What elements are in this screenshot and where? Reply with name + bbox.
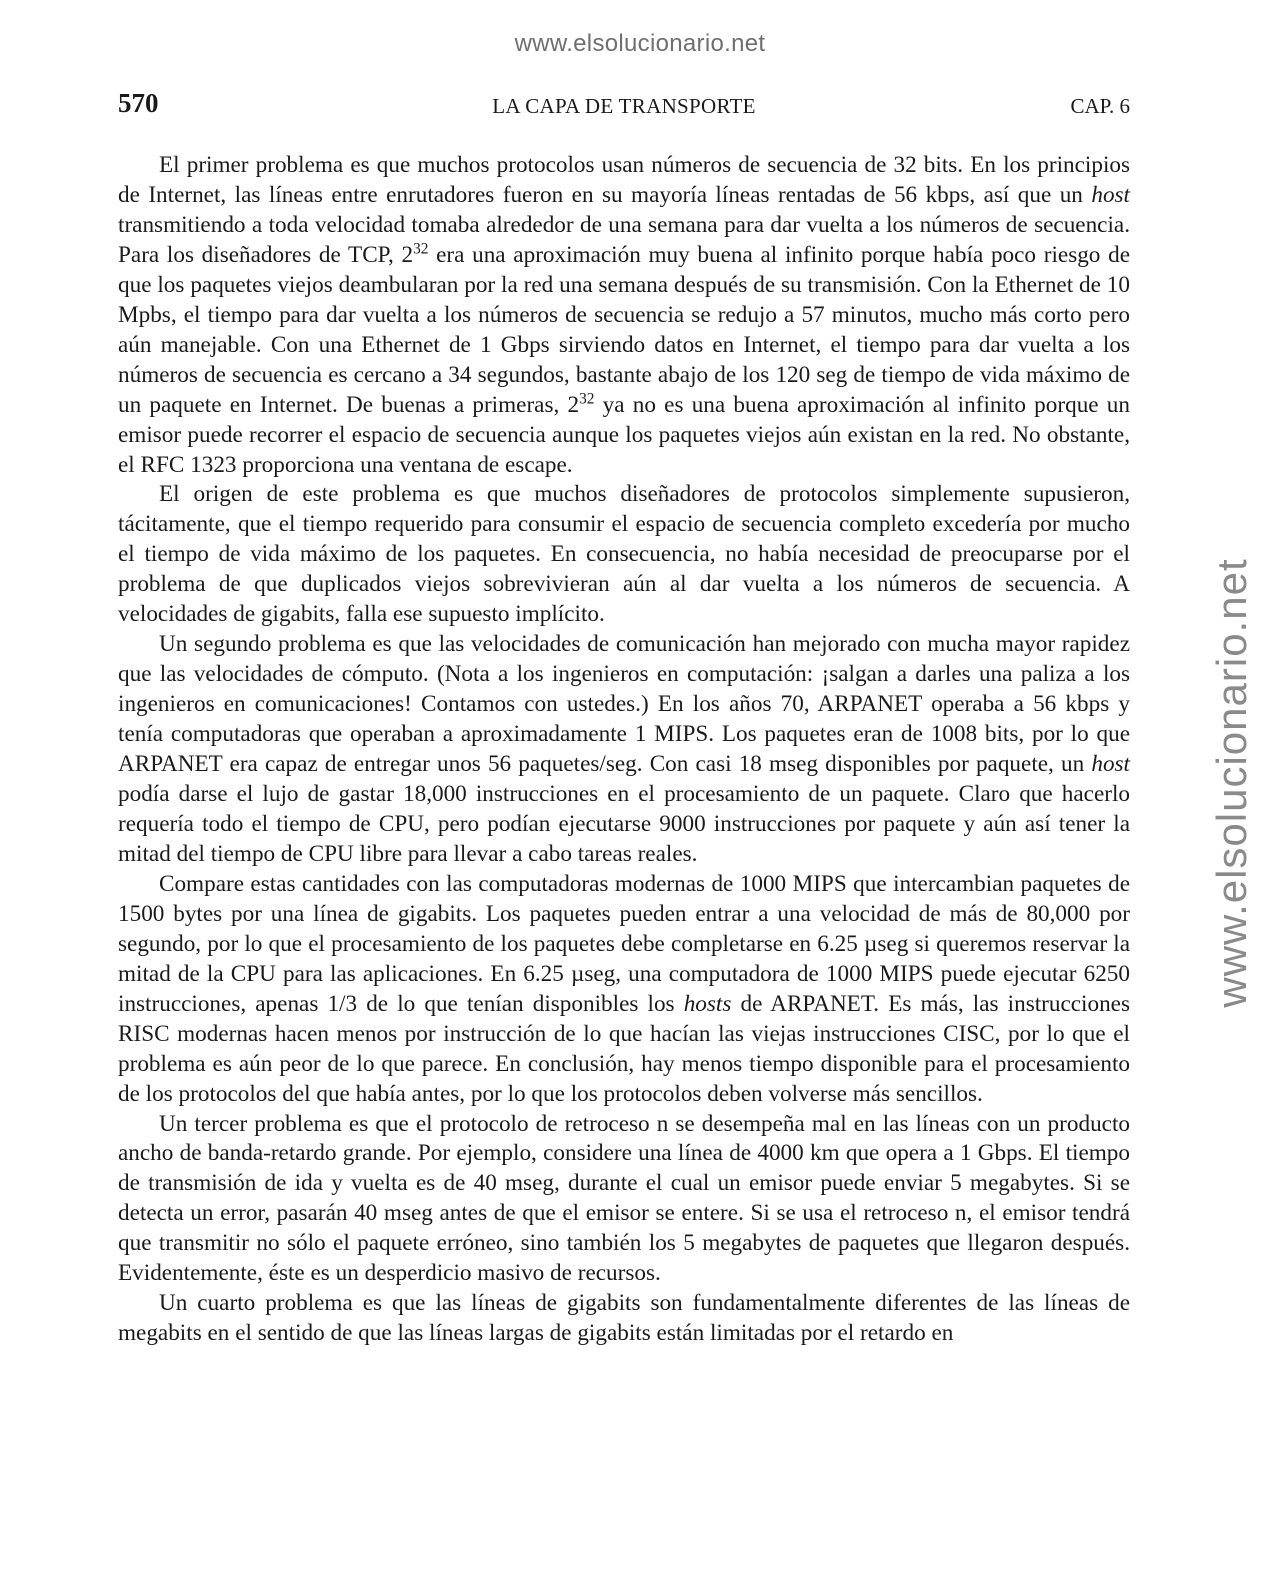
paragraph-4: Compare estas cantidades con las computadoras modernas de 1000 MIPS que intercambian paquetes de 1500 bytes por una línea de gigabits. Los paquetes pueden entrar a una velocidad de más de 80,000 por segundo, por lo que el procesamiento de los paquetes debe completarse en 6.25 µseg si queremos reservar la mitad de la CPU para las aplicaciones. En 6.25 µseg, una computadora de 1000 MIPS puede ejecutar 6250 instrucciones, apenas 1/3 de lo que tenían disponibles los hosts de ARPANET. Es más, las instrucciones RISC modernas hacen menos por instrucción de lo que hacían las viejas instrucciones CISC, por lo que el problema es aún peor de lo que parece. En conclusión, hay menos tiempo disponible para el procesamiento de los protocolos del que había antes, por lo que los protocolos deben volverse más sencillos. <box>118 870 1131 1107</box>
chapter-title: LA CAPA DE TRANSPORTE <box>492 94 756 118</box>
body-text <box>118 151 1130 1349</box>
superscript-exponent: 32 <box>413 240 429 258</box>
paragraph-2: El origen de este problema es que muchos diseñadores de protocolos simplemente supusieron, tácitamente, que el tiempo requerido para consumir el espacio de secuencia completo excedería por mucho el tiempo de vida máximo de los paquetes. En consecuencia, no había necesidad de preocuparse por el problema de que duplicados viejos sobrevivieran aún al dar vuelta a los números de secuencia. A velocidades de gigabits, falla ese supuesto implícito. <box>118 481 1130 628</box>
watermark-top: www.elsolucionario.net <box>514 30 766 57</box>
superscript-exponent: 32 <box>579 390 595 408</box>
chapter-number: CAP. 6 <box>1070 94 1130 118</box>
paragraph-3: Un segundo problema es que las velocidades de comunicación han mejorado con mucha mayor rapidez que las velocidades de cómputo. (Nota a los ingenieros en computación: ¡salgan a darles una paliza a los ingenieros en comunicaciones! Contamos con ustedes.) En los años 70, ARPANET operaba a 56 kbps y tenía computadoras que operaban a aproximadamente 1 MIPS. Los paquetes eran de 1008 bits, por lo que ARPANET era capaz de entregar unos 56 paquetes/seg. Con casi 18 mseg disponibles por paquete, un host podía darse el lujo de gastar 18,000 instrucciones en el procesamiento de un paquete. Claro que hacerlo requería todo el tiempo de CPU, pero podían ejecutarse 9000 instrucciones por paquete y aún así tener la mitad del tiempo de CPU libre para llevar a cabo tareas reales. <box>118 631 1130 867</box>
running-head <box>118 88 1130 124</box>
page-number: 570 <box>118 88 159 118</box>
paragraph-1: El primer problema es que muchos protocolos usan números de secuencia de 32 bits. En los principios de Internet, las líneas entre enrutadores fueron en su mayoría líneas rentadas de 56 kbps, así que un host transmitiendo a toda velocidad tomaba alrededor de una semana para dar vuelta a los números de secuencia. Para los diseñadores de TCP, $2^{32}$ era una aproximación muy buena al infinito porque había poco riesgo de que los paquetes viejos deambularan por la red una semana después de su transmisión. Con la Ethernet de 10 Mpbs, el tiempo para dar vuelta a los números de secuencia se redujo a 57 minutos, mucho más corto pero aún manejable. Con una Ethernet de 1 Gbps sirviendo datos en Internet, el tiempo para dar vuelta a los números de secuencia es cercano a 34 segundos, bastante abajo de los 120 seg de tiempo de vida máximo de un paquete en Internet. De buenas a primeras, $2^{32}$ ya no es una buena aproximación al infinito porque un emisor puede recorrer el espacio de secuencia aunque los paquetes viejos aún existan en la red. No obstante, el RFC 1323 proporciona una ventana de escape. <box>118 152 1130 478</box>
paragraph-6: Un cuarto problema es que las líneas de gigabits son fundamentalmente diferentes de las líneas de megabits en el sentido de que las líneas largas de gigabits están limitadas por el retardo en <box>118 1290 1130 1347</box>
paragraph-5: Un tercer problema es que el protocolo de retroceso n se desempeña mal en las líneas con un producto ancho de banda-retardo grande. Por ejemplo, considere una línea de 4000 km que opera a 1 Gbps. El tiempo de transmisión de ida y vuelta es de 40 mseg, durante el cual un emisor puede enviar 5 megabytes. Si se detecta un error, pasarán 40 mseg antes de que el emisor se entere. Si se usa el retroceso n, el emisor tendrá que transmitir no sólo el paquete erróneo, sino también los 5 megabytes de paquetes que llegaron después. Evidentemente, éste es un desperdicio masivo de recursos. <box>118 1110 1130 1287</box>
watermark-side: www.elsolucionario.net <box>1208 558 1255 1008</box>
